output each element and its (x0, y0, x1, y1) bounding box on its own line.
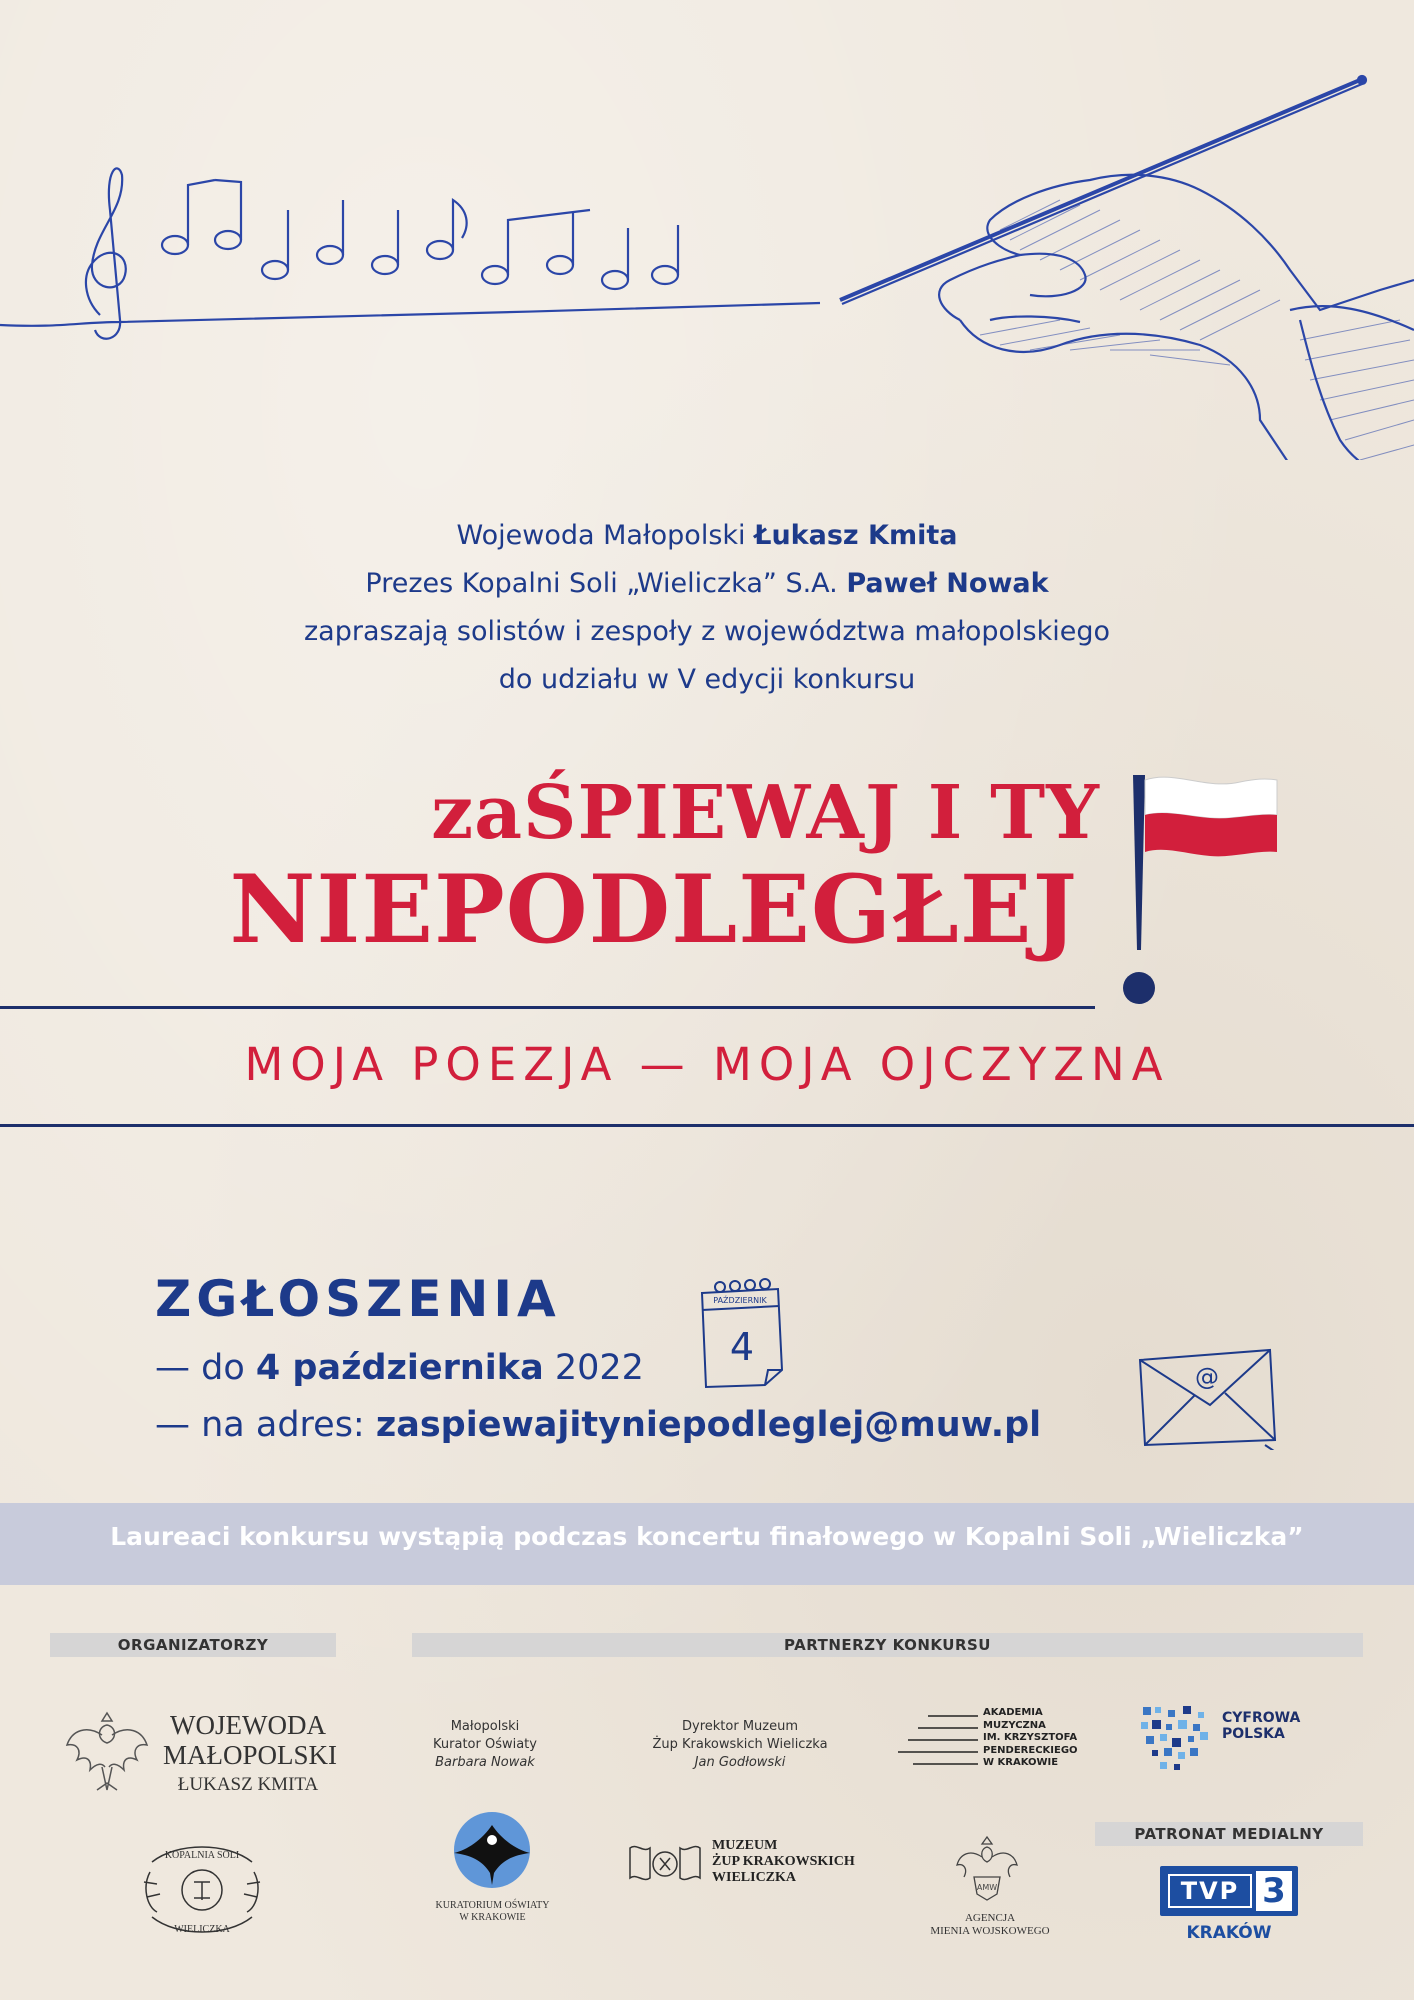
akademia-l3: IM. KRZYSZTOFA (983, 1732, 1078, 1743)
title-line1: zaŚPIEWAJ I TY (431, 770, 1100, 856)
kopalnia-top-text: KOPALNIA SOLI (164, 1850, 240, 1861)
deadline-year: 2022 (543, 1348, 644, 1388)
akademia-l1: AKADEMIA (983, 1707, 1043, 1718)
deadline-date: 4 października (255, 1348, 544, 1388)
svg-text:@: @ (1195, 1363, 1219, 1391)
akademia-l4: PENDERECKIEGO (983, 1744, 1078, 1756)
calendar-month: PAŹDZIERNIK (713, 1296, 767, 1305)
calendar-icon (690, 1275, 790, 1395)
cyfrowa-polska-pixel-icon (1138, 1702, 1218, 1774)
tvp-label: TVP (1168, 1874, 1252, 1908)
prezes-name: Paweł Nowak (846, 568, 1049, 599)
title-line2: NIEPODLEGŁEJ (229, 855, 1078, 965)
muzeum-l2: ŻUP KRAKOWSKICH (712, 1854, 855, 1869)
muzeum-crest-icon (625, 1838, 705, 1890)
deadline-line (155, 1348, 644, 1388)
amw-text: AMW (976, 1883, 998, 1892)
tvp3-logo (1160, 1866, 1298, 1916)
kuratorium-l2: W KRAKOWIE (459, 1912, 526, 1923)
invite-line1-prefix: Wojewoda Małopolski (456, 520, 755, 551)
wojewoda-logo-text (163, 1710, 338, 1800)
tvp-number: 3 (1256, 1871, 1292, 1911)
amw-eagle-icon (952, 1832, 1022, 1907)
dyrektor-l2: Żup Krakowskich Wieliczka (652, 1737, 828, 1752)
partners-label: PARTNERZY KONKURSU (412, 1633, 1363, 1657)
kuratorium-bird-logo (432, 1805, 552, 1905)
kurator-text (405, 1718, 565, 1772)
eagle-emblem-icon (62, 1705, 152, 1800)
divider-top (0, 1006, 1095, 1009)
divider-bottom (0, 1124, 1414, 1127)
akademia-l5: W KRAKOWIE (983, 1757, 1059, 1768)
agencja-l2: MIENIA WOJSKOWEGO (930, 1925, 1050, 1937)
kuratorium-text (420, 1900, 565, 1924)
agencja-text (915, 1912, 1065, 1938)
motto: MOJA POEZJA — MOJA OJCZYZNA (244, 1038, 1170, 1091)
address-prefix: — na adres: (155, 1405, 376, 1445)
invite-line2-prefix: Prezes Kopalni Soli „Wieliczka” S.A. (365, 568, 847, 599)
invite-line4: do udziału w V edycji konkursu (498, 664, 916, 695)
wojewoda-name: Łukasz Kmita (754, 520, 958, 551)
invitation-text (0, 512, 1414, 704)
invite-line3: zapraszają solistów i zespoły z województwa małopolskiego (303, 616, 1111, 647)
akademia-text (983, 1707, 1078, 1770)
kopalnia-bottom-text: WIELICZKA (174, 1924, 230, 1935)
dyrektor-l3: Jan Godłowski (694, 1755, 786, 1770)
registration-heading: ZGŁOSZENIA (155, 1270, 561, 1328)
wojewoda-l3: ŁUKASZ KMITA (177, 1774, 319, 1795)
dyrektor-l1: Dyrektor Muzeum (682, 1719, 798, 1734)
organizers-label: ORGANIZATORZY (50, 1633, 336, 1657)
kurator-l3: Barbara Nowak (435, 1755, 535, 1770)
cyfrowa-l1: CYFROWA (1222, 1710, 1301, 1726)
email-address[interactable]: zaspiewajityniepodleglej@muw.pl (375, 1405, 1042, 1445)
calendar-day: 4 (729, 1325, 755, 1369)
kurator-l2: Kurator Oświaty (433, 1737, 537, 1752)
akademia-lines-icon (898, 1710, 978, 1770)
deadline-prefix: — do (155, 1348, 256, 1388)
akademia-l2: MUZYCZNA (983, 1719, 1046, 1731)
flag-exclamation-icon (1115, 770, 1295, 1020)
wojewoda-l2: MAŁOPOLSKI (163, 1740, 338, 1770)
envelope-icon (1135, 1345, 1280, 1450)
address-line (155, 1405, 1041, 1445)
hand-with-pen-illustration (0, 60, 1414, 460)
agencja-l1: AGENCJA (964, 1912, 1016, 1924)
dyrektor-text (640, 1718, 840, 1772)
tvp-city: KRAKÓW (1186, 1923, 1272, 1943)
wojewoda-l1: WOJEWODA (170, 1710, 326, 1740)
cyfrowa-polska-text (1222, 1710, 1300, 1742)
kopalnia-soli-logo (132, 1832, 272, 1942)
muzeum-text (712, 1838, 855, 1886)
laureates-banner-text: Laureaci konkursu wystąpią podczas koncertu finałowego w Kopalni Soli „Wieliczka” (110, 1522, 1304, 1551)
kuratorium-l1: KURATORIUM OŚWIATY (435, 1900, 550, 1911)
muzeum-l1: MUZEUM (712, 1838, 778, 1853)
muzeum-l3: WIELICZKA (712, 1870, 797, 1885)
media-patron-label: PATRONAT MEDIALNY (1095, 1822, 1363, 1846)
kurator-l1: Małopolski (450, 1719, 520, 1734)
cyfrowa-l2: POLSKA (1222, 1726, 1285, 1742)
